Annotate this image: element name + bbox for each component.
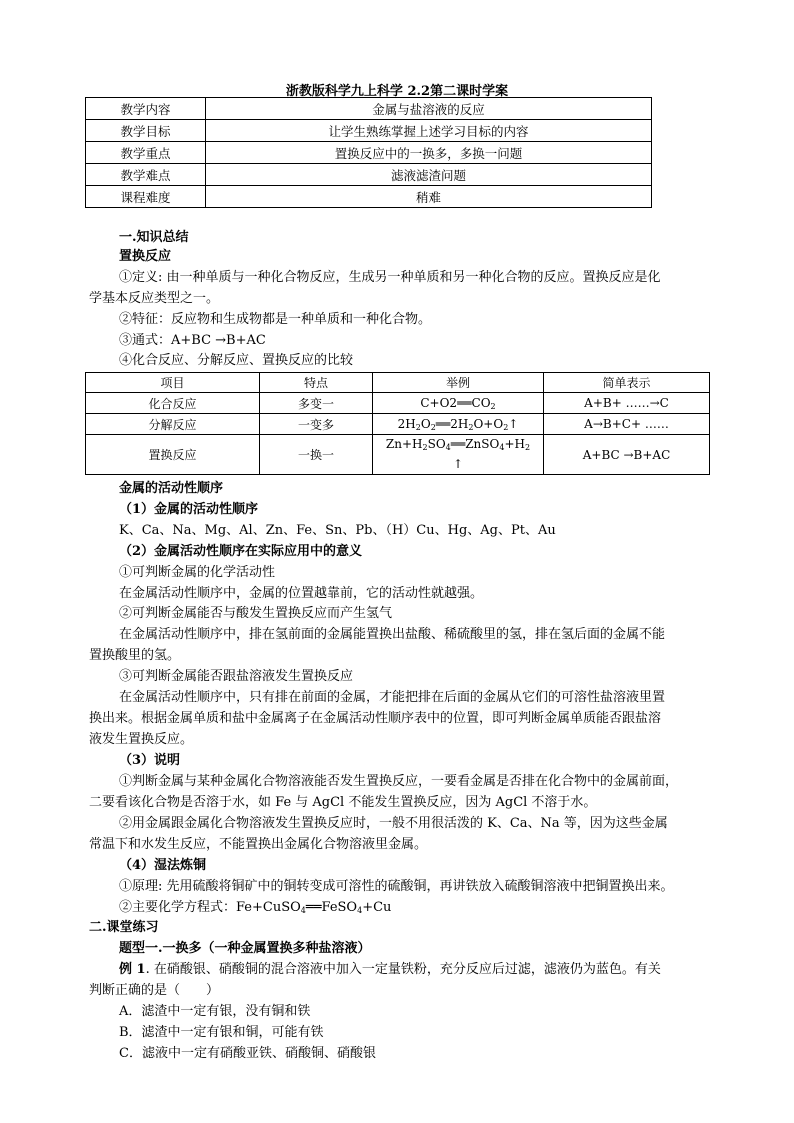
info-value: 让学生熟练掌握上述学习目标的内容 [206, 120, 652, 142]
table-row [86, 120, 652, 142]
reaction-comparison-table [85, 372, 710, 475]
note-2-line-1: ②用金属跟金属化合物溶液发生置换反应时，一般不用很活泼的 K、Ca、Na 等，因为这些金属 [119, 816, 668, 831]
note-1-line-2: 二要看该化合物是否溶于水，如 Fe 与 AgCl 不能发生置换反应，因为 AgCl 不溶于水。 [89, 795, 597, 810]
info-label: 教学目标 [86, 120, 206, 142]
page-title: 浙教版科学九上科学 2.2第二课时学案 [285, 84, 509, 99]
point-3-heading: （3）说明 [119, 753, 181, 768]
table-row [86, 414, 710, 435]
col-header: 简单表示 [544, 373, 710, 393]
option-b: B．滤渣中一定有银和铜，可能有铁 [119, 1025, 324, 1040]
reaction-simple: A→B+C+ …… [544, 414, 710, 435]
section-heading-practice: 二.课堂练习 [89, 920, 159, 935]
info-label: 教学内容 [86, 98, 206, 120]
example-label: 例 1 [119, 962, 146, 977]
activity-order: K、Ca、Na、Mg、Al、Zn、Fe、Sn、Pb、（H）Cu、Hg、Ag、Pt、Au [119, 523, 556, 538]
point-2-heading: （2）金属活动性顺序在实际应用中的意义 [119, 544, 363, 559]
col-header: 举例 [373, 373, 544, 393]
reaction-example: $2H_2O_2══2H_2O+O_2↑$ [373, 414, 544, 435]
example-question-text: . 在硝酸银、硝酸铜的混合溶液中加入一定量铁粉，充分反应后过滤，滤液仍为蓝色。有关 [145, 962, 661, 977]
reaction-name: 分解反应 [86, 414, 260, 435]
info-value: 滤液滤渣问题 [206, 164, 652, 186]
application-2: ②可判断金属能否与酸发生置换反应而产生氢气 [119, 606, 393, 621]
definition-line-2: 学基本反应类型之一。 [89, 291, 220, 306]
table-header-row [86, 373, 710, 393]
note-1-line-1: ①判断金属与某种金属化合物溶液能否发生置换反应，一要看金属是否排在化合物中的金属前面， [119, 774, 679, 789]
application-2-text-2: 置换酸里的氢。 [89, 648, 181, 663]
application-3-text-3: 液发生置换反应。 [89, 732, 194, 747]
feature-line: ②特征：反应物和生成物都是一种单质和一种化合物。 [119, 312, 432, 327]
reaction-simple: A+BC →B+AC [544, 435, 710, 475]
point-1-heading: （1）金属的活动性顺序 [119, 502, 259, 517]
reaction-name: 置换反应 [86, 435, 260, 475]
example-question-line-2: 判断正确的是（ ） [89, 983, 220, 998]
reaction-feature: 多变一 [260, 393, 373, 414]
reaction-feature: 一换一 [260, 435, 373, 475]
application-3-text-1: 在金属活动性顺序中，只有排在前面的金属，才能把排在后面的金属从它们的可溶性盐溶液里置 [119, 690, 666, 705]
comparison-intro: ④化合反应、分解反应、置换反应的比较 [119, 353, 354, 368]
note-2-line-2: 常温下和水发生反应，不能置换出金属化合物溶液里金属。 [89, 837, 428, 852]
application-3: ③可判断金属能否跟盐溶液发生置换反应 [119, 669, 354, 684]
reaction-example: $Zn+H_2SO_4══ZnSO_4+H_2$ ↑ [373, 435, 544, 475]
lesson-info-table [85, 97, 652, 208]
table-row [86, 186, 652, 208]
wet-copper-principle: ①原理: 先用硫酸将铜矿中的铜转变成可溶性的硫酸铜，再讲铁放入硫酸铜溶液中把铜置换出来。 [119, 879, 674, 894]
application-3-text-2: 换出来。根据金属单质和盐中金属离子在金属活动性顺序表中的位置，即可判断金属单质能否跟盐溶 [89, 711, 662, 726]
section-heading-summary: 一.知识总结 [119, 230, 189, 245]
application-2-text-1: 在金属活动性顺序中，排在氢前面的金属能置换出盐酸、稀硫酸里的氢，排在氢后面的金属不能 [119, 627, 666, 642]
info-label: 课程难度 [86, 186, 206, 208]
reaction-feature: 一变多 [260, 414, 373, 435]
definition-line-1: ①定义: 由一种单质与一种化合物反应，生成另一种单质和另一种化合物的反应。置换反应是化 [119, 270, 661, 285]
table-row [86, 164, 652, 186]
subheading-activity-series: 金属的活动性顺序 [119, 481, 224, 496]
example-question-line-1 [119, 961, 661, 979]
question-type-heading: 题型一.一换多（一种金属置换多种盐溶液） [119, 941, 371, 956]
info-label: 教学难点 [86, 164, 206, 186]
wet-copper-equation: ②主要化学方程式：Fe+CuSO$_4$══FeSO$_4$+Cu [119, 900, 392, 915]
option-a: A．滤渣中一定有银，没有铜和铁 [119, 1004, 311, 1019]
col-header: 特点 [260, 373, 373, 393]
application-1: ①可判断金属的化学活动性 [119, 565, 276, 580]
point-4-heading: （4）湿法炼铜 [119, 858, 207, 873]
col-header: 项目 [86, 373, 260, 393]
info-value: 稍难 [206, 186, 652, 208]
reaction-name: 化合反应 [86, 393, 260, 414]
table-row [86, 435, 710, 475]
reaction-example: $C+O2══CO_2$ [373, 393, 544, 414]
table-row [86, 98, 652, 120]
table-row [86, 393, 710, 414]
subheading-displacement: 置换反应 [119, 249, 172, 264]
option-c: C．滤液中一定有硝酸亚铁、硝酸铜、硝酸银 [119, 1046, 376, 1061]
info-label: 教学重点 [86, 142, 206, 164]
info-value: 金属与盐溶液的反应 [206, 98, 652, 120]
reaction-simple: A+B+ ……→C [544, 393, 710, 414]
formula-line: ③通式：A+BC →B+AC [119, 333, 266, 348]
info-value: 置换反应中的一换多，多换一问题 [206, 142, 652, 164]
table-row [86, 142, 652, 164]
application-1-text: 在金属活动性顺序中，金属的位置越靠前，它的活动性就越强。 [119, 586, 484, 601]
